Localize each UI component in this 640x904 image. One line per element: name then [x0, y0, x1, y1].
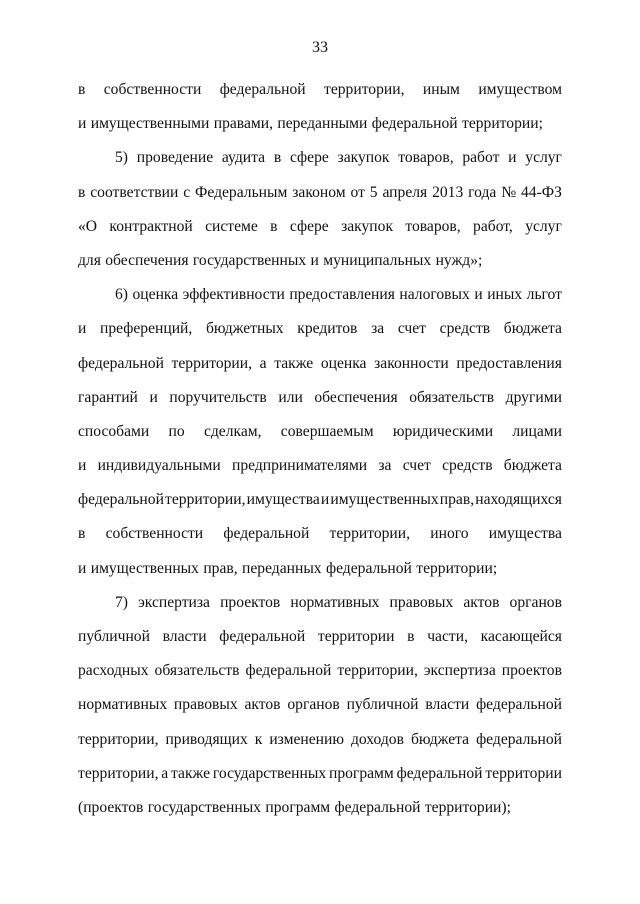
text-line: [78, 141, 562, 175]
word: №: [501, 183, 517, 201]
word: а: [161, 764, 169, 782]
word: за: [371, 320, 385, 338]
word: проектов: [220, 593, 281, 611]
word: территории;: [416, 559, 498, 577]
word: федеральной: [476, 730, 562, 748]
word: юридическими: [392, 422, 494, 440]
word: проведение: [136, 149, 214, 167]
word: иных: [487, 286, 523, 304]
word: налоговых: [399, 286, 470, 304]
text-line: [78, 415, 562, 449]
word: федеральной: [476, 696, 562, 714]
text-line: [78, 723, 562, 757]
word: власти: [425, 696, 470, 714]
word: эффективности: [182, 286, 285, 304]
word: предоставления: [289, 286, 395, 304]
word: в: [78, 81, 86, 98]
word: преференций,: [100, 320, 193, 338]
text-line: [78, 483, 562, 517]
word: нормативных: [290, 593, 380, 611]
word: федеральной: [396, 764, 483, 782]
word: федеральной: [371, 115, 458, 133]
word: поручительств: [169, 388, 267, 406]
word: работ: [462, 149, 500, 167]
word: Федеральным: [195, 183, 288, 201]
word: в: [407, 628, 415, 645]
word: программ: [265, 798, 331, 816]
word: государственных: [212, 764, 327, 782]
text-line: [78, 654, 562, 688]
word: имущественных: [90, 559, 199, 577]
word: органов: [509, 593, 562, 611]
word: в: [273, 149, 282, 167]
word: и: [149, 388, 158, 406]
word: льгот: [526, 286, 562, 304]
word: имущества: [246, 491, 320, 509]
word: оценка: [320, 354, 367, 372]
word: закупок: [337, 149, 390, 167]
word: 2013: [432, 183, 464, 201]
word: работ,: [473, 217, 513, 235]
word: способами: [78, 422, 150, 440]
word: нужд»;: [435, 251, 483, 269]
word: бюджета: [503, 457, 562, 475]
text-line: [78, 210, 562, 244]
word: услуг: [525, 149, 562, 167]
word: актов: [244, 696, 281, 714]
word: государственных: [192, 251, 307, 269]
word: собственности: [103, 81, 202, 98]
word: законом: [292, 183, 346, 201]
word: расходных: [78, 662, 149, 680]
word: совершаемым: [280, 422, 374, 440]
word: органов: [287, 696, 340, 714]
word: законности: [374, 354, 449, 372]
word: по: [168, 422, 185, 440]
word: касающейся: [480, 628, 562, 645]
word: федеральной: [334, 798, 421, 816]
word: территории,: [78, 764, 159, 782]
word: обеспечения: [314, 388, 398, 406]
word: с: [183, 183, 191, 201]
word: собственности: [105, 525, 204, 543]
text-line: [78, 552, 562, 586]
word: и: [78, 559, 87, 577]
word: лицами: [512, 422, 562, 440]
word: товаров,: [405, 217, 461, 235]
word: территории: [317, 628, 395, 645]
word: аудита: [221, 149, 266, 167]
text-line: [78, 107, 562, 141]
word: территории,: [171, 354, 253, 372]
word: счет: [397, 320, 426, 338]
text-line: [78, 791, 562, 825]
word: услуг: [525, 217, 562, 235]
word: 5): [115, 149, 128, 167]
word: экспертиза: [423, 662, 496, 680]
text-line: [78, 381, 562, 415]
word: бюджета: [410, 730, 470, 748]
word: федеральной: [78, 491, 164, 509]
page-number: 33: [312, 39, 328, 56]
word: предпринимателями: [232, 457, 368, 475]
word: «О: [78, 217, 98, 235]
word: проектов: [501, 662, 562, 680]
word: программ: [328, 764, 394, 782]
word: правовых: [173, 696, 238, 714]
word: иным: [422, 81, 460, 98]
word: года: [468, 183, 497, 201]
word: счет: [402, 457, 431, 475]
text-line: [78, 688, 562, 722]
word: 7): [115, 593, 128, 611]
word: соответствии: [90, 183, 179, 201]
word: апреля: [382, 183, 428, 201]
word: 44-ФЗ: [521, 183, 562, 201]
word: контрактной: [109, 217, 193, 235]
word: и: [310, 251, 319, 269]
word: власти: [162, 628, 207, 645]
word: территории: [485, 764, 562, 782]
word: федеральной: [219, 81, 306, 98]
word: бюджетных: [205, 320, 284, 338]
word: имущества: [488, 525, 562, 543]
document-body: [78, 73, 562, 825]
word: федеральной: [78, 354, 164, 372]
word: федеральной: [219, 628, 306, 645]
text-line: [78, 244, 562, 278]
word: государственных: [147, 798, 262, 816]
word: 6): [115, 286, 128, 304]
word: сделкам,: [203, 422, 262, 440]
word: правами,: [213, 115, 273, 133]
word: экспертиза: [138, 593, 210, 611]
word: сфере: [289, 217, 329, 235]
word: гарантий: [78, 388, 138, 406]
word: (проектов: [78, 798, 144, 816]
word: находящихся: [475, 491, 562, 509]
word: обязательств: [154, 662, 240, 680]
text-line: [78, 449, 562, 483]
text-line: [78, 757, 562, 791]
word: и: [508, 149, 517, 167]
word: изменению: [269, 730, 344, 748]
word: кредитов: [297, 320, 358, 338]
word: публичной: [346, 696, 419, 714]
word: и: [320, 491, 330, 509]
word: территории,: [165, 491, 246, 509]
word: имуществом: [478, 81, 562, 98]
word: части,: [427, 628, 468, 645]
word: в: [270, 217, 278, 235]
word: за: [378, 457, 392, 475]
text-line: [78, 620, 562, 654]
word: территории,: [78, 730, 159, 748]
word: в: [78, 183, 86, 201]
word: товаров,: [398, 149, 454, 167]
word: и: [78, 320, 87, 338]
word: федеральной: [223, 525, 310, 543]
word: сфере: [289, 149, 329, 167]
word: оценка: [132, 286, 179, 304]
word: средств: [439, 320, 491, 338]
word: средств: [442, 457, 493, 475]
word: обеспечения: [105, 251, 189, 269]
word: правовых: [389, 593, 454, 611]
text-line: [78, 586, 562, 620]
word: нормативных: [78, 696, 168, 714]
word: территории,: [337, 662, 418, 680]
word: обязательств: [409, 388, 495, 406]
word: федеральной: [325, 559, 412, 577]
word: для: [78, 251, 101, 269]
word: имущественных: [330, 491, 439, 509]
word: системе: [205, 217, 258, 235]
word: закупок: [341, 217, 394, 235]
word: иного: [430, 525, 469, 543]
word: актов: [463, 593, 500, 611]
word: публичной: [78, 628, 150, 645]
text-line: [78, 312, 562, 346]
word: или: [278, 388, 303, 406]
word: в: [78, 525, 86, 543]
word: прав,: [439, 491, 475, 509]
word: и: [78, 115, 87, 133]
word: территории);: [424, 798, 511, 816]
word: 5: [369, 183, 378, 201]
word: прав,: [203, 559, 238, 577]
word: имущественными: [90, 115, 210, 133]
word: муниципальных: [323, 251, 432, 269]
word: к: [254, 730, 263, 748]
word: индивидуальными: [97, 457, 221, 475]
word: также: [274, 354, 314, 372]
word: и: [78, 457, 87, 475]
text-line: [78, 517, 562, 551]
word: территории,: [329, 525, 411, 543]
word: территории;: [462, 115, 543, 133]
word: переданных: [242, 559, 322, 577]
word: предоставления: [456, 354, 562, 372]
word: бюджета: [503, 320, 562, 338]
word: переданными: [277, 115, 368, 133]
word: также: [171, 764, 211, 782]
word: приводящих: [165, 730, 248, 748]
word: и: [474, 286, 483, 304]
word: от: [350, 183, 365, 201]
text-line: [78, 73, 562, 107]
text-line: [78, 347, 562, 381]
word: территории,: [324, 81, 405, 98]
word: федеральной: [245, 662, 332, 680]
word: доходов: [350, 730, 404, 748]
word: а: [259, 354, 267, 372]
text-line: [78, 176, 562, 210]
text-line: [78, 278, 562, 312]
word: другими: [505, 388, 562, 406]
